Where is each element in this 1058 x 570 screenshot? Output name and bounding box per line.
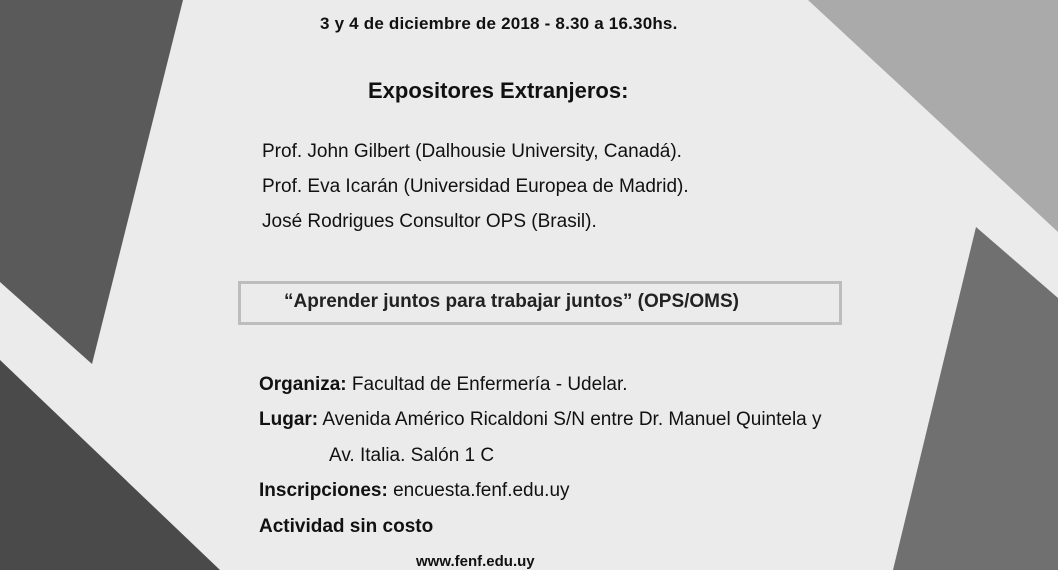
event-date: 3 y 4 de diciembre de 2018 - 8.30 a 16.30hs.: [320, 14, 678, 33]
speaker-item: Prof. Eva Icarán (Universidad Europea de Madrid).: [262, 176, 689, 197]
lugar-label: Lugar:: [259, 409, 319, 430]
shape-bottom-left: [0, 360, 220, 570]
organiza-label: Organiza:: [259, 374, 347, 395]
shape-top-left: [0, 0, 183, 364]
quote-text: “Aprender juntos para trabajar juntos” (OPS/OMS): [284, 291, 740, 312]
shape-bottom-right: [893, 227, 1058, 570]
costo-line: [259, 516, 433, 538]
speakers-heading: Expositores Extranjeros:: [368, 78, 629, 103]
lugar-value: Avenida Américo Ricaldoni S/N entre Dr. Manuel Quintela y: [322, 409, 822, 430]
organiza-line: [259, 374, 628, 396]
inscripciones-link[interactable]: encuesta.fenf.edu.uy: [393, 480, 570, 501]
organiza-value: Facultad de Enfermería - Udelar.: [351, 374, 628, 395]
costo-text: Actividad sin costo: [259, 516, 434, 537]
quote-box: [238, 281, 842, 325]
lugar-line: [259, 409, 822, 431]
inscripciones-label: Inscripciones:: [259, 480, 388, 501]
speaker-item: Prof. John Gilbert (Dalhousie University, Canadá).: [262, 141, 682, 162]
lugar-continuation: Av. Italia. Salón 1 C: [329, 445, 495, 466]
speaker-item: José Rodrigues Consultor OPS (Brasil).: [262, 211, 597, 232]
shape-top-right: [808, 0, 1058, 232]
inscripciones-line: [259, 480, 570, 502]
website-link[interactable]: www.fenf.edu.uy: [416, 553, 535, 570]
